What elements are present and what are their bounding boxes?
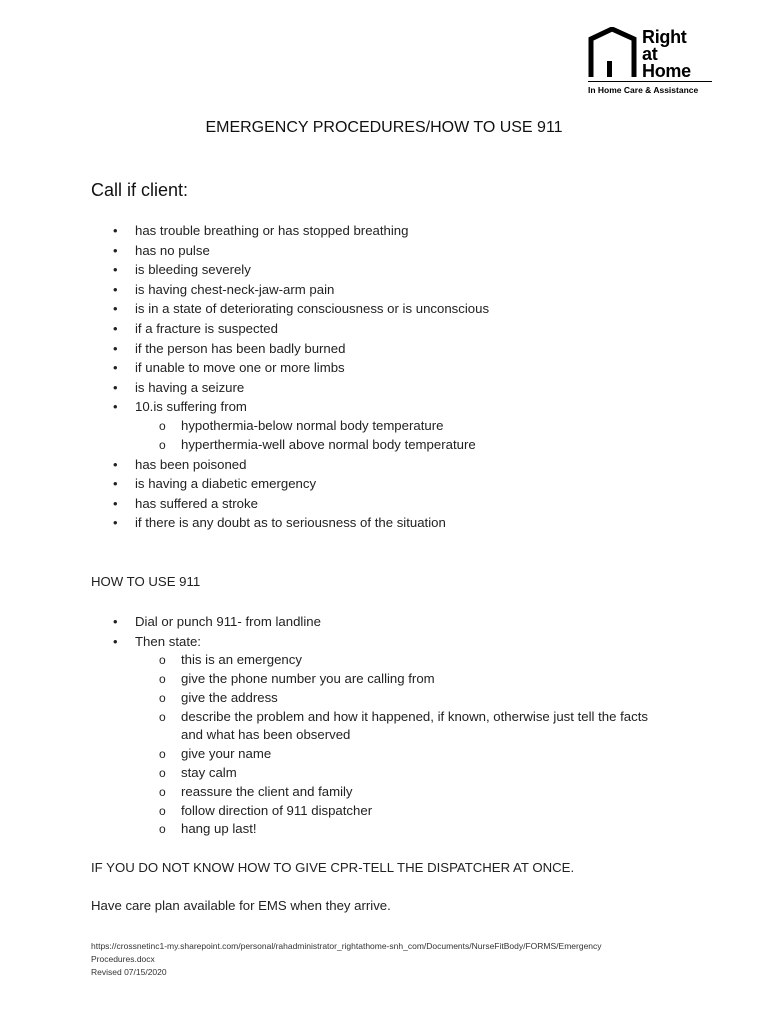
list-item: • if a fracture is suspected	[91, 319, 489, 339]
sub-list-item: o this is an emergency	[91, 651, 651, 670]
list-item: • Dial or punch 911- from landline	[91, 612, 651, 632]
file-path-line-1: https://crossnetinc1-my.sharepoint.com/personal/rahadministrator_rightathome-snh_com/Documents/NurseFitBody/FORMS/Emergency	[91, 941, 602, 951]
how-to-list	[91, 612, 651, 839]
sub-list-item: o hypothermia-below normal body temperature	[91, 417, 489, 436]
list-item: • has suffered a stroke	[91, 494, 489, 514]
list-item: • has trouble breathing or has stopped breathing	[91, 221, 489, 241]
list-item: • 10.is suffering from	[91, 397, 489, 417]
list-item: • is having a diabetic emergency	[91, 474, 489, 494]
logo-word-right: Right	[642, 27, 687, 47]
call-if-client-heading: Call if client:	[91, 180, 189, 200]
sub-list-item: o describe the problem and how it happened, if known, otherwise just tell the facts and what has been observed	[91, 708, 651, 746]
logo-tagline: In Home Care & Assistance	[588, 85, 699, 95]
sub-list-item: o reassure the client and family	[91, 783, 651, 802]
list-item: • has no pulse	[91, 241, 489, 261]
list-item: • has been poisoned	[91, 455, 489, 475]
cpr-note: IF YOU DO NOT KNOW HOW TO GIVE CPR-TELL THE DISPATCHER AT ONCE.	[91, 860, 575, 875]
sub-list-item: o hang up last!	[91, 820, 651, 839]
care-plan-note: Have care plan available for EMS when they arrive.	[91, 898, 391, 913]
list-item: • if unable to move one or more limbs	[91, 358, 489, 378]
logo-word-home: Home	[642, 61, 691, 81]
sub-list-item: o give your name	[91, 745, 651, 764]
list-item: • is bleeding severely	[91, 260, 489, 280]
revision-date: Revised 07/15/2020	[91, 967, 167, 977]
list-item: • Then state:	[91, 632, 651, 652]
how-to-use-911-heading: HOW TO USE 911	[91, 574, 201, 589]
logo-rule	[588, 81, 712, 82]
call-conditions-list	[91, 221, 489, 533]
company-logo	[588, 27, 718, 97]
list-item: • if there is any doubt as to seriousness of the situation	[91, 513, 489, 533]
sub-list-item: o give the address	[91, 689, 651, 708]
sub-list-item: o stay calm	[91, 764, 651, 783]
sub-list-item: o hyperthermia-well above normal body temperature	[91, 436, 489, 455]
sub-list-item: o give the phone number you are calling from	[91, 670, 651, 689]
sub-list-item: o follow direction of 911 dispatcher	[91, 802, 651, 821]
file-path-line-2: Procedures.docx	[91, 954, 155, 964]
logo-word-at: at	[642, 44, 658, 64]
list-item: • is having a seizure	[91, 378, 489, 398]
page-title: EMERGENCY PROCEDURES/HOW TO USE 911	[205, 119, 563, 136]
list-item: • if the person has been badly burned	[91, 339, 489, 359]
house-icon	[588, 27, 638, 79]
document-footer	[91, 940, 691, 979]
list-item: • is having chest-neck-jaw-arm pain	[91, 280, 489, 300]
list-item: • is in a state of deteriorating consciousness or is unconscious	[91, 299, 489, 319]
